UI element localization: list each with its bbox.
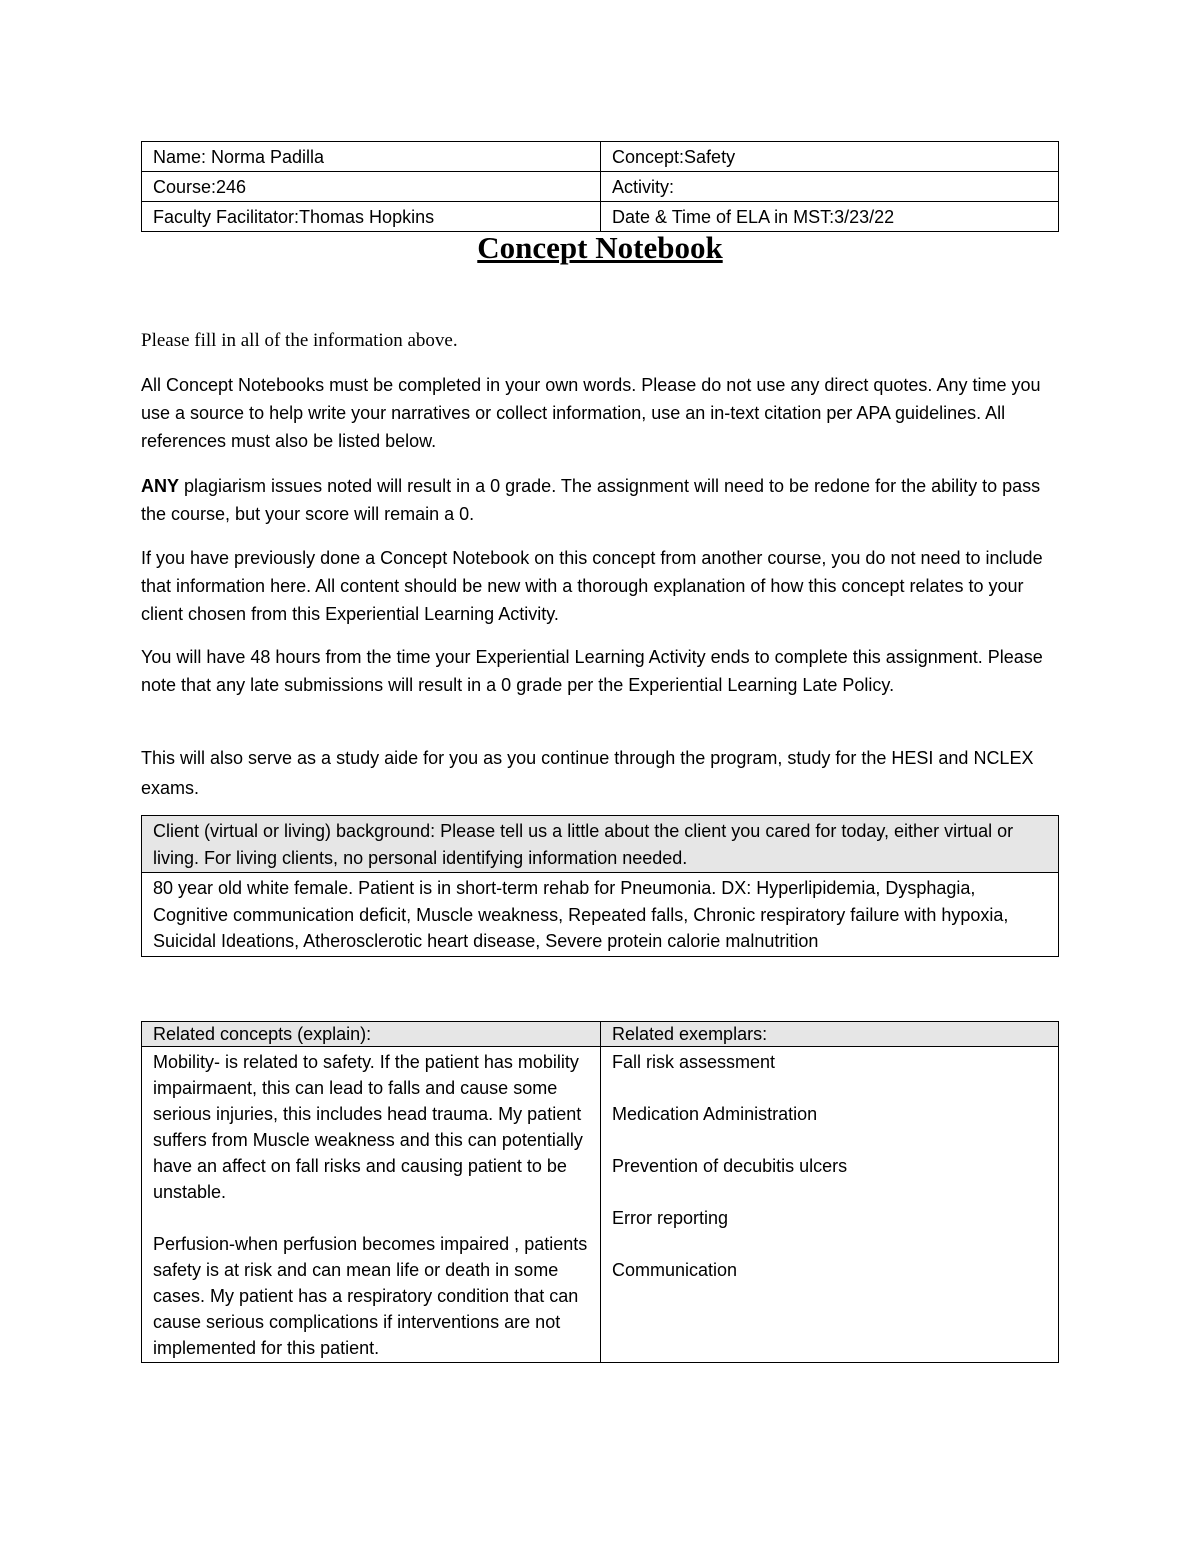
related-concepts-table xyxy=(141,1021,1059,1363)
exemplar-item: Prevention of decubitis ulcers xyxy=(612,1156,848,1176)
concept-cell: Concept:Safety xyxy=(601,142,1059,172)
table-row xyxy=(142,142,1059,172)
related-exemplars-cell xyxy=(601,1047,1059,1363)
table-row xyxy=(142,873,1059,957)
own-words-paragraph: All Concept Notebooks must be completed in your own words. Please do not use any direct quotes. Any time you use a source to help write your narratives or collect information, use an in-text citation per APA guidelines. All references must also be listed below. xyxy=(141,375,1041,451)
exemplar-item: Error reporting xyxy=(612,1208,729,1228)
plagiarism-text: plagiarism issues noted will result in a 0 grade. The assignment will need to be redone for the ability to pass the course, but your score will remain a 0. xyxy=(141,476,1041,524)
exemplar-item: Communication xyxy=(612,1260,738,1280)
related-concepts-cell xyxy=(142,1047,601,1363)
page-title: Concept Notebook xyxy=(477,230,723,265)
concept-mobility: Mobility- is related to safety. If the patient has mobility impairmaent, this can lead to falls and cause some serious injuries, this includes head trauma. My patient suffers from Muscle weakness and this can potentially have an affect on fall risks and causing patient to be unstable. xyxy=(153,1052,583,1202)
table-row xyxy=(142,202,1059,232)
client-background-table xyxy=(141,815,1059,957)
activity-cell: Activity: xyxy=(601,172,1059,202)
name-cell: Name: Norma Padilla xyxy=(142,142,601,172)
exemplar-item: Medication Administration xyxy=(612,1104,818,1124)
related-exemplars-header: Related exemplars: xyxy=(601,1022,1059,1047)
concept-perfusion: Perfusion-when perfusion becomes impaired , patients safety is at risk and can mean life or death in some cases. My patient has a respiratory condition that can cause serious complications if interventions are not implemented for this patient. xyxy=(153,1234,588,1358)
facilitator-cell: Faculty Facilitator:Thomas Hopkins xyxy=(142,202,601,232)
exemplar-item: Fall risk assessment xyxy=(612,1052,776,1072)
table-row xyxy=(142,172,1059,202)
table-row xyxy=(142,1022,1059,1047)
client-background-content: 80 year old white female. Patient is in short-term rehab for Pneumonia. DX: Hyperlipidemia, Dysphagia, Cognitive communication deficit, Muscle weakness, Repeated falls, Chronic respiratory failure with hypoxia, Suicidal Ideations, Atherosclerotic heart disease, Severe protein calorie malnutrition xyxy=(142,873,1059,957)
date-cell: Date & Time of ELA in MST:3/23/22 xyxy=(601,202,1059,232)
header-info-table xyxy=(141,141,1059,232)
related-concepts-header: Related concepts (explain): xyxy=(142,1022,601,1047)
client-background-header: Client (virtual or living) background: Please tell us a little about the client you cared for today, either virtual or living. For living clients, no personal identifying information needed. xyxy=(142,816,1059,873)
fill-in-instruction: Please fill in all of the information above. xyxy=(141,330,458,351)
plagiarism-paragraph xyxy=(141,472,1066,528)
table-row xyxy=(142,1047,1059,1363)
deadline-paragraph: You will have 48 hours from the time your Experiential Learning Activity ends to complete this assignment. Please note that any late submissions will result in a 0 grade per the Experiential Learning Late Policy. xyxy=(141,647,1043,695)
previous-notebook-paragraph: If you have previously done a Concept Notebook on this concept from another course, you do not need to include that information here. All content should be new with a thorough explanation of how this concept relates to your client chosen from this Experiential Learning Activity. xyxy=(141,548,1043,624)
study-aide-paragraph: This will also serve as a study aide for you as you continue through the program, study for the HESI and NCLEX exams. xyxy=(141,748,1034,798)
course-cell: Course:246 xyxy=(142,172,601,202)
plagiarism-emphasis: ANY xyxy=(141,476,180,496)
table-row xyxy=(142,816,1059,873)
